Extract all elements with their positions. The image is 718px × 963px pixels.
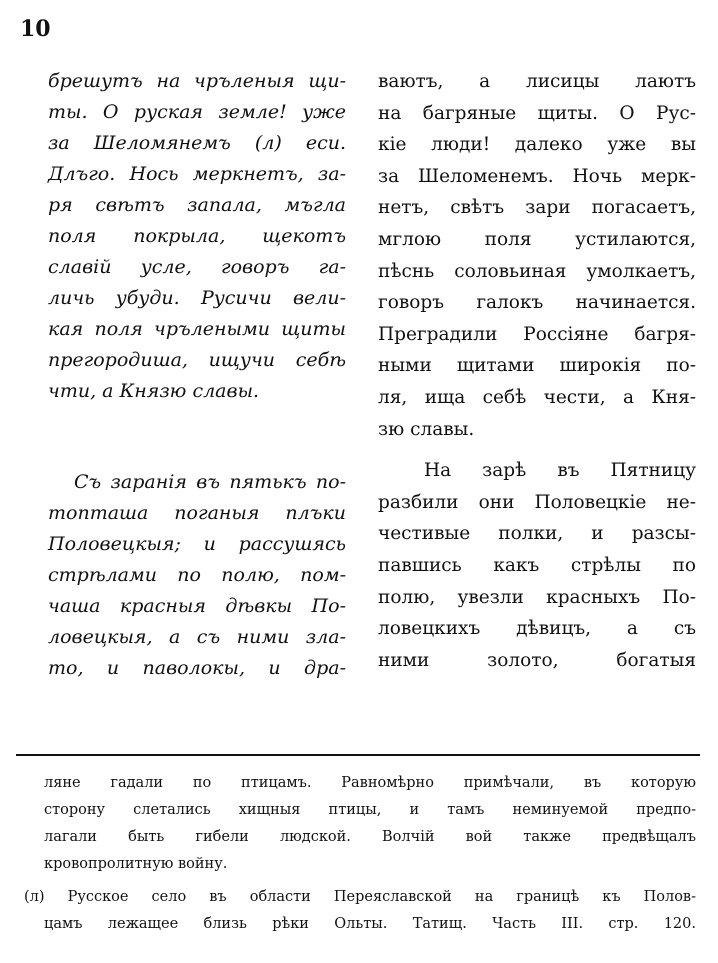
text-line: кая поля чрълеными щиты [48,318,346,340]
paragraph-gap [378,445,696,455]
text-line: Половецкыя; и рассушясь [48,533,346,555]
footnote-continuation [24,770,696,878]
text-line: чаша красныя дѣвкы По- [48,595,346,617]
text-line: говоръ галокъ начинается. [378,292,696,314]
text-line: Длъго. Нось меркнетъ, за- [48,163,346,185]
text-line: личь убуди. Русичи вели- [48,287,346,309]
text-line: ловецкихъ дѣвицъ, а съ [378,618,696,640]
text-line: стрѣлами по полю, пом- [48,564,346,586]
page-number: 10 [20,16,51,42]
text-line: на багряные щиты. О Рус- [378,102,696,124]
translation-paragraph-1 [378,66,696,445]
text-line: Преградили Россіяне багря- [378,323,696,345]
old-russian-paragraph-1 [48,66,346,407]
old-russian-paragraph-2 [48,467,346,684]
footnote-line: сторону слетались хищныя птицы, и тамъ неминуемой предпо- [44,802,696,818]
text-line: славій усле, говоръ га- [48,256,346,278]
text-line: мглою поля устилаются, [378,228,696,250]
old-russian-text-column [48,66,346,684]
text-line: то, и паволокы, и дра- [48,657,346,679]
text-line: На зарѣ въ Пятницу [424,460,696,482]
text-line: полю, увезли красныхъ По- [378,586,696,608]
paragraph-gap [48,407,346,467]
translation-text-column [378,66,696,676]
text-line: ря свѣтъ запала, мъгла [48,194,346,216]
footnote-line: кровопролитную войну. [44,856,228,872]
footnote-divider [16,754,700,756]
text-line: за Шеломянемъ (л) еси. [48,132,346,154]
text-line: за Шеломенемъ. Ночь мерк- [378,165,696,187]
text-line: топташа поганыя плъки [48,502,346,524]
text-line: разбили они Половецкіе не- [378,491,696,513]
text-line: чти, а Князю славы. [48,380,260,402]
translation-paragraph-2 [378,455,696,676]
footnote-line: (л) Русское село въ области Переяславской на границѣ къ Полов- [24,889,696,905]
footnotes [24,770,696,938]
text-line: ними золото, богатыя [378,649,696,671]
footnote-l [24,884,696,938]
text-line: брешутъ на чръленыя щи- [48,70,346,92]
text-line: ты. О руская земле! уже [48,101,346,123]
text-line: павшись какъ стрѣлы по [378,554,696,576]
text-line: Съ заранія въ пятькъ по- [74,471,346,493]
text-line: зю славы. [378,418,475,440]
text-line: нетъ, свѣтъ зари погасаетъ, [378,197,696,219]
text-line: прегородиша, ищучи себѣ [48,349,346,371]
text-line: поля покрыла, щекотъ [48,225,346,247]
footnote-line: цамъ лежащее близь рѣки Ольты. Татищ. Часть III. стр. 120. [44,916,696,932]
text-line: ля, ища себѣ чести, а Кня- [378,386,696,408]
footnote-line: ляне гадали по птицамъ. Равномѣрно примѣчали, въ которую [44,775,696,791]
text-line: ловецкыя, а съ ними зла- [48,626,346,648]
text-line: пѣснь соловьиная умолкаетъ, [378,260,696,282]
text-line: ными щитами широкія по- [378,355,696,377]
text-line: кіе люди! далеко уже вы [378,134,696,156]
text-line: ваютъ, а лисицы лаютъ [378,71,696,92]
text-line: честивые полки, и разсы- [378,523,696,545]
footnote-line: лагали быть гибели людской. Волчій вой также предвѣщалъ [44,829,696,845]
